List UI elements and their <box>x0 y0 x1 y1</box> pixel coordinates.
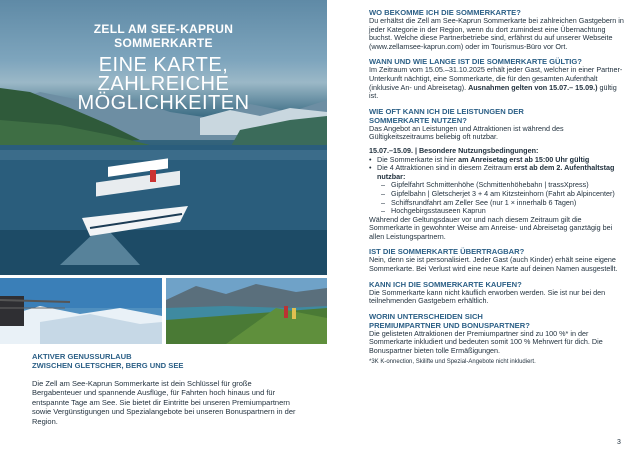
faq-transferable <box>369 247 625 273</box>
faq-where <box>369 8 625 51</box>
faq-usage <box>369 107 625 242</box>
faq-usage-heading: WIE OFT KANN ICH DIE LEISTUNGEN DER SOMMERKARTE NUTZEN? <box>369 106 524 125</box>
faq-usage-text: Das Angebot an Leistungen und Attraktionen ist während des Gültigkeitszeitraums beliebig oft nutzbar. <box>369 123 564 142</box>
left-intro <box>32 352 297 426</box>
hero-title-line1: ZELL AM SEE-KAPRUN <box>93 22 234 36</box>
intro-heading-line1: AKTIVER GENUSSURLAUB <box>32 352 132 361</box>
faq-buy-text: Die Sommerkarte kann nicht käuflich erworben werden. Sie ist nur bei den teilnehmenden Gastgebern erhältlich. <box>369 287 606 306</box>
hero-photo-lake-ship <box>0 0 327 275</box>
footnote: *3K K-onnection, Skilifte und Spezial-Angebote nicht inkludiert. <box>369 358 536 365</box>
right-page-faq <box>369 8 625 372</box>
page-number: 3 <box>617 439 621 446</box>
conditions-list <box>369 156 625 216</box>
attraction-item: – Gipfelbahn | Gletscherjet 3 + 4 am Kitzsteinhorn (Fahrt ab Alpincenter) <box>369 190 625 199</box>
faq-validity <box>369 57 625 100</box>
hero-subtitle <box>0 56 327 113</box>
faq-where-heading: WO BEKOMME ICH DIE SOMMERKARTE? <box>369 8 521 17</box>
faq-buy-heading: KANN ICH DIE SOMMERKARTE KAUFEN? <box>369 279 522 289</box>
intro-heading-line2: ZWISCHEN GLETSCHER, BERG UND SEE <box>32 361 184 370</box>
hero-title <box>0 22 327 50</box>
exception-period: Ausnahmen gelten von 15.07.– 15.09.) <box>468 82 598 92</box>
attraction-item: – Gipfelfahrt Schmittenhöhe (Schmittenhöhebahn | trassXpress) <box>369 181 625 190</box>
faq-transferable-text: Nein, denn sie ist personalisiert. Jeder Gast (auch Kinder) erhält seine eigene Sommerkarte. Bei Verlust wird eine neue Karte auf deinen Namen ausgestellt. <box>369 255 618 274</box>
hero-sub-line2: ZAHLREICHE <box>97 73 230 95</box>
faq-transferable-heading: IST DIE SOMMERKARTE ÜBERTRAGBAR? <box>369 247 525 257</box>
condition-item: • Die 4 Attraktionen sind in diesem Zeitraum erst ab dem 2. Aufenthaltstag nutzbar: <box>369 164 625 181</box>
hero-sub-line3: MÖGLICHKEITEN <box>77 92 250 114</box>
faq-partners-heading: WORIN UNTERSCHEIDEN SICH PREMIUMPARTNER UND BONUSPARTNER? <box>369 311 530 330</box>
special-conditions-heading: 15.07.–15.09. | Besondere Nutzungsbedingungen: <box>369 145 539 155</box>
intro-paragraph: Die Zell am See-Kaprun Sommerkarte ist dein Schlüssel für große Bergabenteuer und spannende Ausflüge, für Fahrten hoch hinaus und für entspannte Tage am See. Sie bietet dir Eintritte bei unseren Premiumpartnern sowie Vergünstigungen und Spezialangebote bei unseren Bonuspartnern in der Region. <box>32 379 296 426</box>
faq-validity-text: Im Zeitraum vom 15.05.–31.10.2025 erhält jeder Gast, welcher in einer Partner-Unterkunft nächtigt, eine Sommerkarte, die für den gesamten Aufenthalt (inklusive An- und Abreisetag). Ausnahmen gelten von 15.07.– 15.09.) gültig ist. <box>369 65 623 101</box>
faq-where-text: Du erhältst die Zell am See-Kaprun Sommerkarte bei zahlreichen Gastgebern in jeder Kategorie in der Region, wenn du dort zumindest eine Übernachtung buchst. Welche diese Partnerbetriebe sind, erfährst du auf unserer Webseite (www.zellamsee-kaprun.com) oder im Tourismus-Büro vor Ort. <box>369 16 624 51</box>
intro-heading <box>32 352 297 370</box>
condition-item: • Die Sommerkarte ist hier am Anreisetag erst ab 15:00 Uhr gültig <box>369 156 625 165</box>
hero-title-line2: SOMMERKARTE <box>114 36 213 50</box>
glacier-viewpoint-photo <box>0 278 162 344</box>
faq-buy <box>369 280 625 306</box>
faq-partners <box>369 312 625 366</box>
faq-validity-heading: WANN UND WIE LANGE IST DIE SOMMERKARTE GÜLTIG? <box>369 57 582 67</box>
hero-sub-line1: EINE KARTE, <box>98 54 229 76</box>
faq-usage-after: Während der Geltungsdauer vor und nach diesem Zeitraum gilt die Sommerkarte in gewohnter Weise am Anreise- und Abreisetag ganztägig bei allen Leistungspartnern. <box>369 214 613 241</box>
faq-partners-text: Die gelisteten Attraktionen der Premiumpartner sind zu 100 %* in der Sommerkarte inkludiert und bedeuten somit 100 % Mehrwert für dich. Die Bonuspartner bieten tolle Ermäßigungen. <box>369 328 603 356</box>
attraction-item: – Hochgebirgsstauseen Kaprun <box>369 207 625 216</box>
hikers-lake-photo <box>166 278 327 344</box>
attraction-item: – Schiffsrundfahrt am Zeller See (nur 1 × innerhalb 6 Tagen) <box>369 199 625 208</box>
